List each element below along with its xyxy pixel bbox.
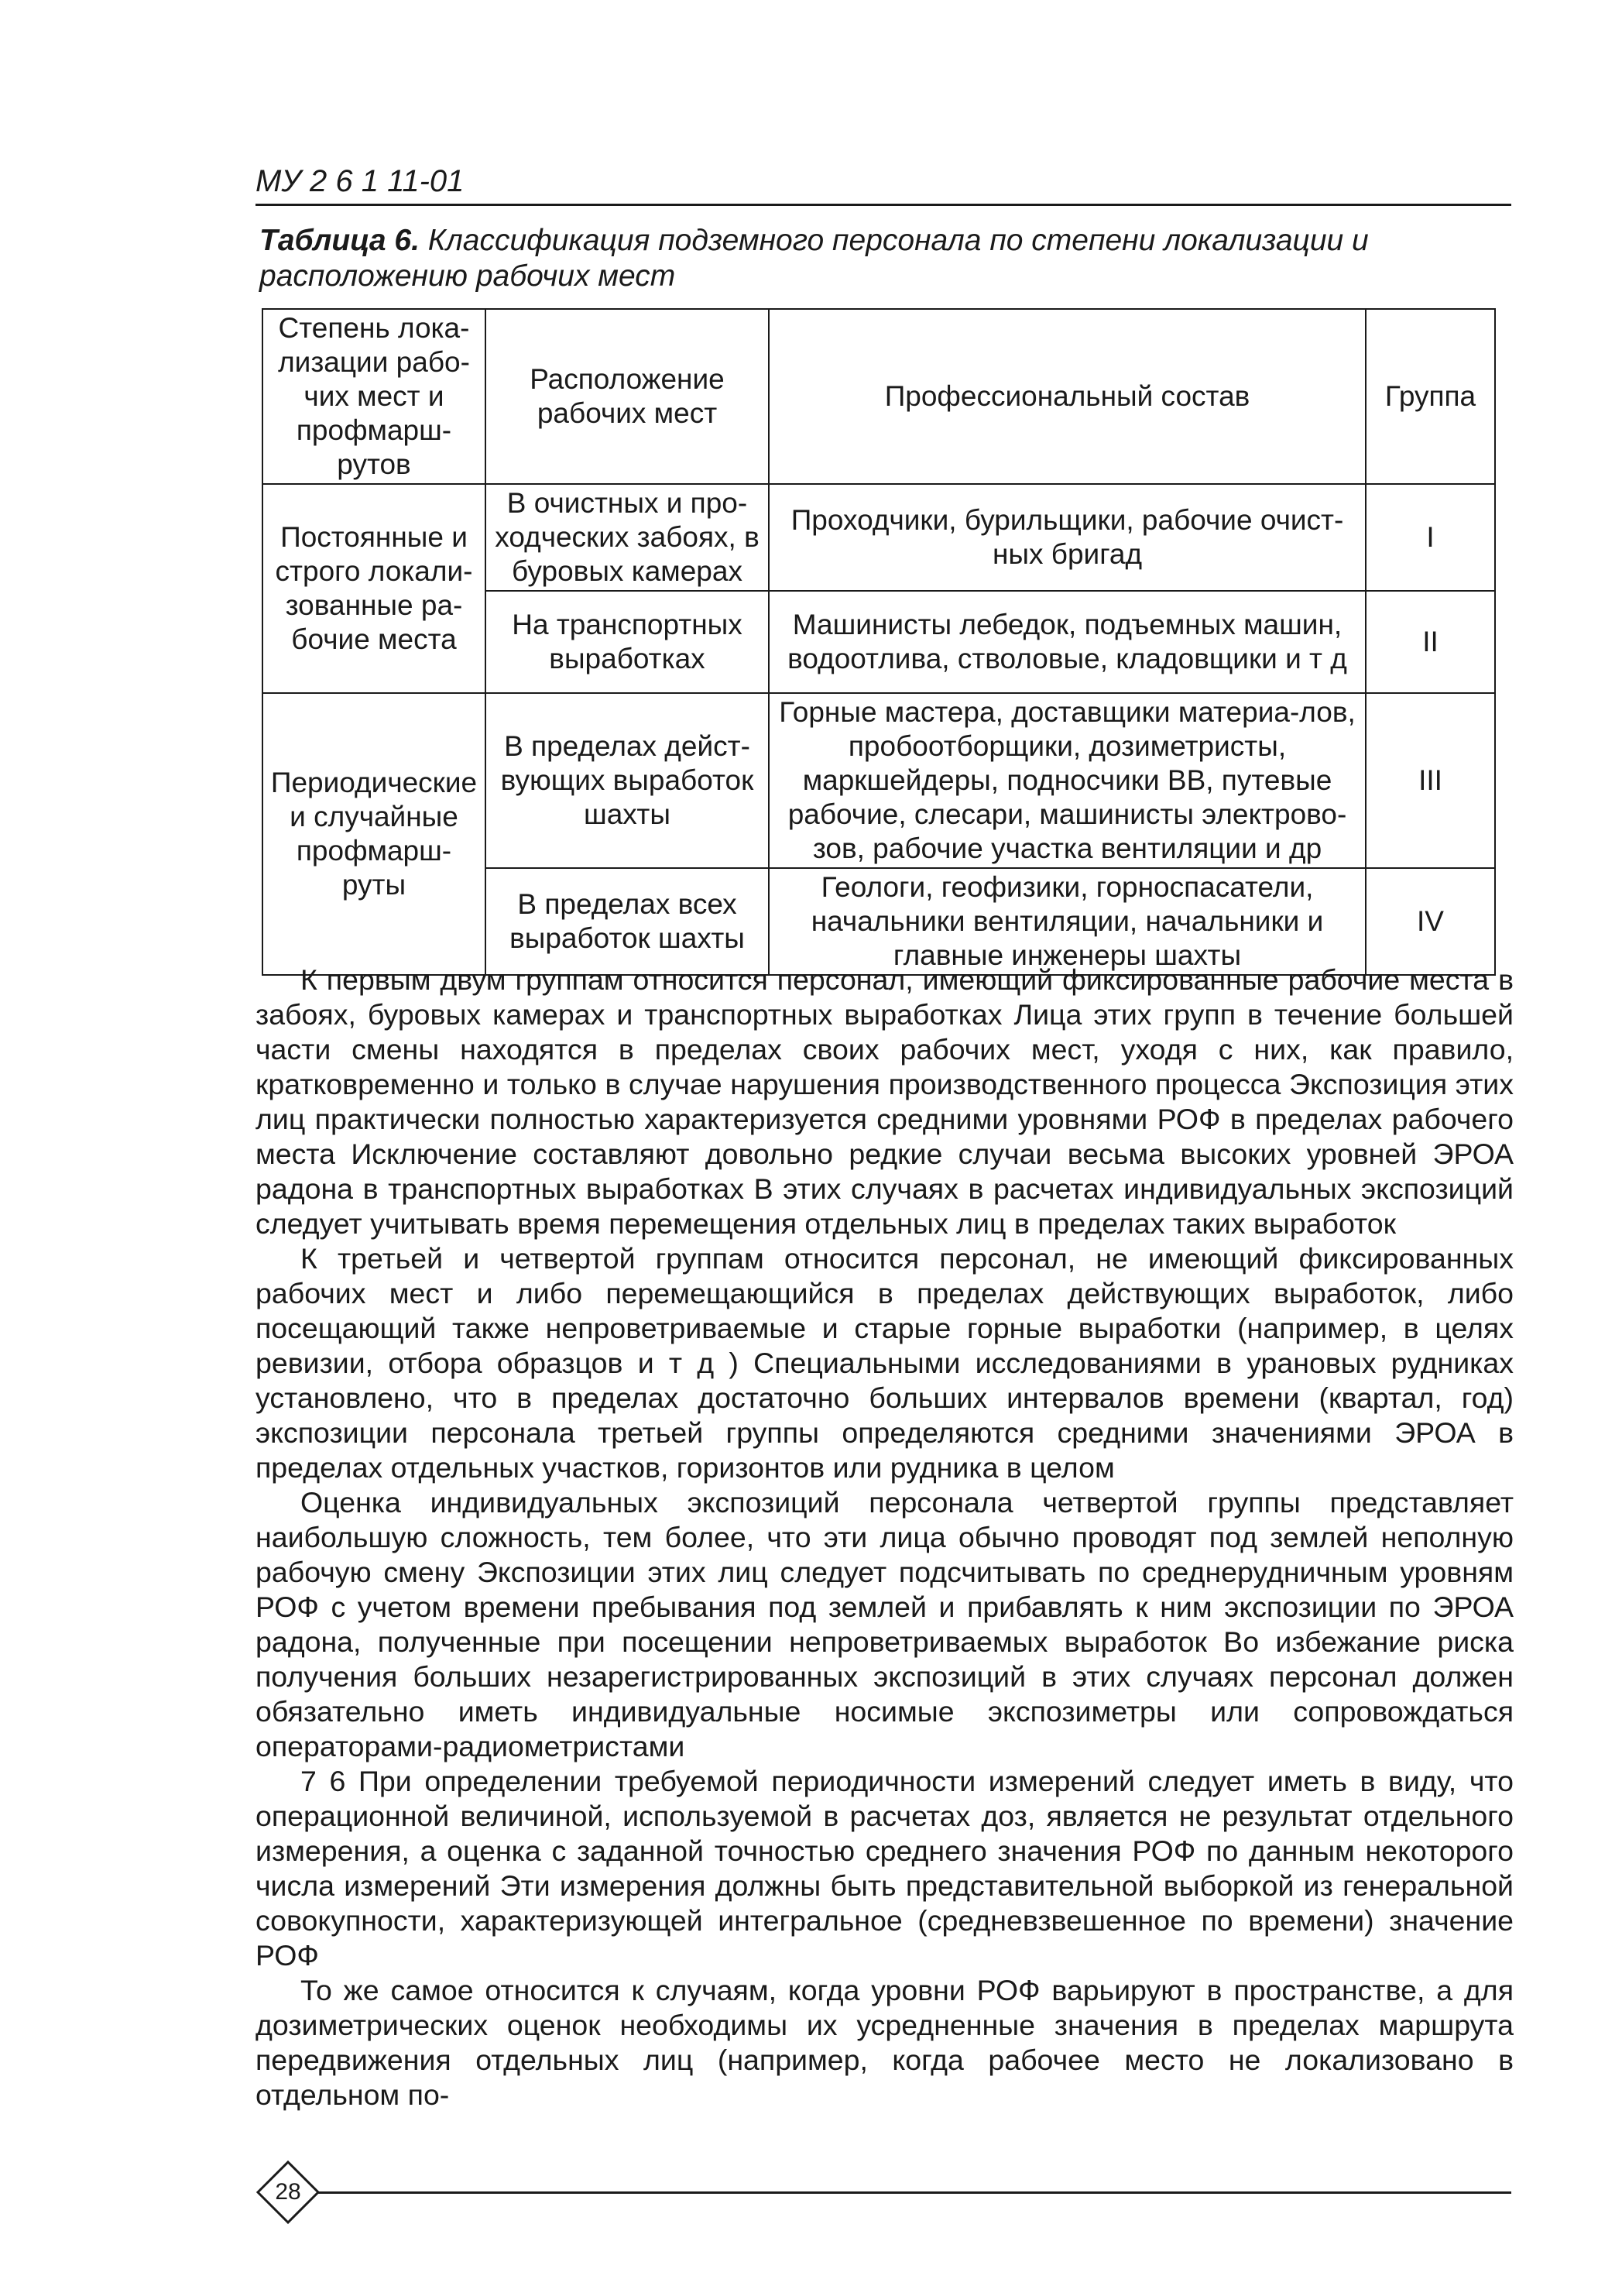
table-caption-text: Классификация подземного персонала по степени локализации и расположению рабочих мест <box>259 224 1369 293</box>
classification-table <box>262 308 1496 976</box>
page-number-badge <box>255 2160 321 2225</box>
cell-group: I <box>1366 484 1495 591</box>
paragraph: Оценка индивидуальных экспозиций персонала четвертой группы представляет наибольшую сложность, тем более, что эти лица обычно проводят под землей неполную рабочую смену Экспозиции этих лиц следует подсчитывать по среднерудничным уровням РОФ с учетом времени пребывания под землей и прибавлять к ним экспозиции по ЭРОА радона, полученные при посещении непроветриваемых выработок Во избежание риска получения больших незарегистрированных экспозиций в этих случаях персонал должен обязательно иметь индивидуальные носимые экспозиметры или сопровождаться операторами-радиометристами <box>255 1486 1514 1762</box>
cell-group: III <box>1366 693 1495 868</box>
cell-staff: Машинисты лебедок, подъемных машин, водоотлива, стволовые, кладовщики и т д <box>769 591 1366 693</box>
column-header-staff: Профессиональный состав <box>769 309 1366 484</box>
cell-group: II <box>1366 591 1495 693</box>
table-header-row <box>262 309 1495 484</box>
table-row <box>262 484 1495 591</box>
cell-location: В очистных и про-ходческих забоях, в буровых камерах <box>485 484 769 591</box>
paragraph: К первым двум группам относится персонал, имеющий фиксированные рабочие места в забоях, буровых камерах и транспортных выработках Лица этих групп в течение большей части смены находятся в пределах своих рабочих мест, уходя с них, как правило, кратковременно и только в случае нарушения производственного процесса Экспозиция этих лиц практически полностью характеризуется средними уровнями РОФ в пределах рабочего места Исключение составляют довольно редкие случаи весьма высоких уровней ЭРОА радона в транспортных выработках В этих случаях в расчетах индивидуальных экспозиций следует учитывать время перемещения отдельных лиц в пределах таких выработок <box>255 963 1514 1240</box>
cell-staff: Геологи, геофизики, горноспасатели, начальники вентиляции, начальники и главные инженеры шахты <box>769 868 1366 975</box>
paragraph: То же самое относится к случаям, когда уровни РОФ варьируют в пространстве, а для дозиметрических оценок необходимы их усредненные значения в пределах маршрута передвижения отдельных лиц (например, когда рабочее место не локализовано в отдельном по- <box>255 1974 1514 2111</box>
cell-location: На транспортных выработках <box>485 591 769 693</box>
cell-degree: Периодические и случайные профмарш-руты <box>262 693 485 975</box>
table-row <box>262 693 1495 868</box>
column-header-group: Группа <box>1366 309 1495 484</box>
table-caption-label: Таблица 6. <box>259 224 420 257</box>
footer-divider <box>317 2191 1511 2194</box>
document-code: МУ 2 6 1 11-01 <box>255 164 465 198</box>
table-caption <box>259 223 1483 294</box>
paragraph: К третьей и четвертой группам относится персонал, не имеющий фиксированных рабочих мест и либо перемещающийся в пределах действующих выработок, либо посещающий также непроветриваемые и старые горные выработки (например, в целях ревизии, отбора образцов и т д ) Специальными исследованиями в урановых рудниках установлено, что в пределах достаточно больших интервалов времени (квартал, год) экспозиции персонала третьей группы определяются средними значениями ЭРОА в пределах отдельных участков, горизонтов или рудника в целом <box>255 1242 1514 1484</box>
header-divider <box>255 204 1511 206</box>
cell-location: В пределах всех выработок шахты <box>485 868 769 975</box>
cell-staff: Проходчики, бурильщики, рабочие очист-ных бригад <box>769 484 1366 591</box>
cell-location: В пределах дейст-вующих выработок шахты <box>485 693 769 868</box>
column-header-degree: Степень лока-лизации рабо-чих мест и профмарш-рутов <box>262 309 485 484</box>
page-number: 28 <box>275 2179 301 2205</box>
cell-degree: Постоянные и строго локали-зованные ра-бочие места <box>262 484 485 693</box>
body-text <box>255 963 1514 2112</box>
column-header-location: Расположение рабочих мест <box>485 309 769 484</box>
cell-staff: Горные мастера, доставщики материа-лов, пробоотборщики, дозиметристы, маркшейдеры, подносчики ВВ, путевые рабочие, слесари, машинисты электрово-зов, рабочие участка вентиляции и др <box>769 693 1366 868</box>
cell-group: IV <box>1366 868 1495 975</box>
paragraph: 7 6 При определении требуемой периодичности измерений следует иметь в виду, что операционной величиной, используемой в расчетах доз, является не результат отдельного измерения, а оценка с заданной точностью среднего значения РОФ по данным некоторого числа измерений Эти измерения должны быть представительной выборкой из генеральной совокупности, характеризующей интегральное (средневзвешенное по времени) значение РОФ <box>255 1765 1514 1972</box>
